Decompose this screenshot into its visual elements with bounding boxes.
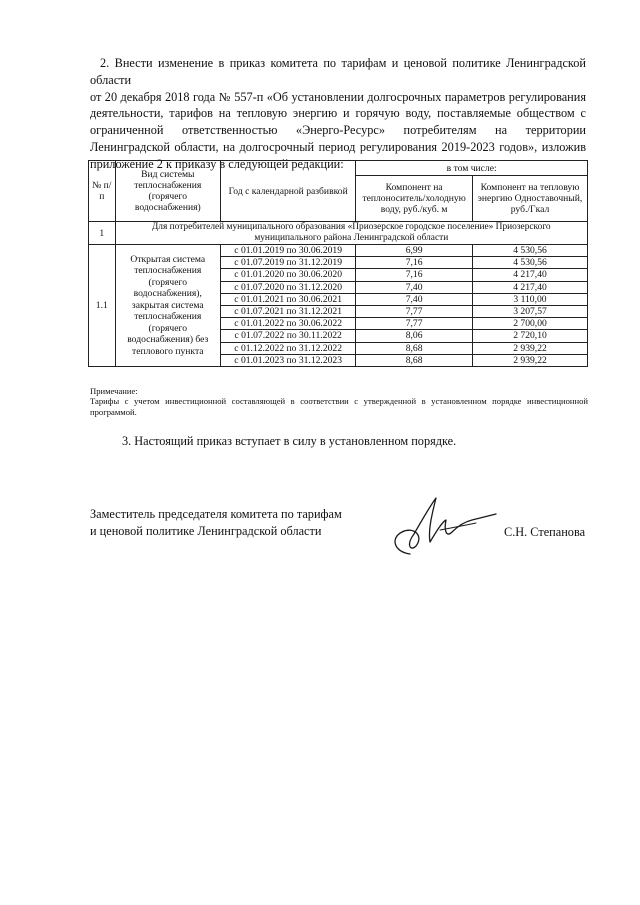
signatory-name: С.Н. Степанова — [504, 525, 586, 539]
position-line-1: Заместитель председателя комитета по тарифам — [90, 507, 342, 521]
row-comp1: 7,77 — [356, 318, 473, 330]
note-text: Тарифы с учетом инвестиционной составляющей в соответствии с утвержденной в установленном порядке инвестиционной программой. — [90, 396, 588, 417]
row-period: с 01.01.2021 по 30.06.2021 — [221, 293, 356, 305]
row-comp2: 3 110,00 — [472, 293, 587, 305]
table-row — [89, 245, 588, 257]
row-period: с 01.01.2023 по 31.12.2023 — [221, 354, 356, 366]
row-comp2: 4 530,56 — [472, 257, 587, 269]
signatory-position — [90, 506, 342, 539]
subgroup-num: 1.1 — [89, 245, 116, 367]
row-period: с 01.01.2022 по 30.06.2022 — [221, 318, 356, 330]
tariff-table — [88, 160, 588, 367]
row-period: с 01.01.2019 по 30.06.2019 — [221, 245, 356, 257]
position-line-2: и ценовой политике Ленинградской области — [90, 523, 322, 538]
row-comp2: 4 217,40 — [472, 281, 587, 293]
row-period: с 01.12.2022 по 31.12.2022 — [221, 342, 356, 354]
row-comp1: 8,68 — [356, 342, 473, 354]
row-comp2: 3 207,57 — [472, 305, 587, 317]
row-comp2: 2 700,00 — [472, 318, 587, 330]
row-comp2: 2 939,22 — [472, 342, 587, 354]
row-comp1: 7,77 — [356, 305, 473, 317]
row-comp1: 7,16 — [356, 269, 473, 281]
header-system: Вид системы теплоснабжения (горячего водоснабжения) — [115, 161, 220, 222]
row-comp2: 4 217,40 — [472, 269, 587, 281]
header-num: № п/п — [89, 161, 116, 222]
row-comp1: 6,99 — [356, 245, 473, 257]
row-period: с 01.07.2019 по 31.12.2019 — [221, 257, 356, 269]
header-including: в том числе: — [356, 161, 588, 176]
row-comp1: 7,40 — [356, 281, 473, 293]
handwritten-signature — [380, 492, 500, 562]
subgroup-system: Открытая система теплоснабжения (горячего водоснабжения), закрытая система теплоснабжения (горячего водоснабжения) без теплового пункта — [115, 245, 220, 367]
row-period: с 01.07.2022 по 30.11.2022 — [221, 330, 356, 342]
row-comp1: 7,40 — [356, 293, 473, 305]
intro-line-1: 2. Внести изменение в приказ комитета по тарифам и ценовой политике Ленинградской области — [90, 56, 586, 87]
header-year: Год с календарной разбивкой — [221, 161, 356, 222]
header-comp2: Компонент на тепловую энергию Одноставочный, руб./Гкал — [472, 176, 587, 222]
row-comp2: 2 720,10 — [472, 330, 587, 342]
note-title: Примечание: — [90, 386, 138, 396]
row-comp1: 8,68 — [356, 354, 473, 366]
row-period: с 01.07.2020 по 31.12.2020 — [221, 281, 356, 293]
table-note — [90, 386, 588, 417]
header-comp1: Компонент на теплоноситель/холодную воду, руб./куб. м — [356, 176, 473, 222]
row-comp1: 7,16 — [356, 257, 473, 269]
group-description: Для потребителей муниципального образования «Приозерское городское поселение» Приозерского муниципального района Ленинградской области — [115, 222, 587, 245]
row-comp2: 4 530,56 — [472, 245, 587, 257]
row-comp2: 2 939,22 — [472, 354, 587, 366]
group-num: 1 — [89, 222, 116, 245]
paragraph-3: 3. Настоящий приказ вступает в силу в установленном порядке. — [122, 434, 457, 448]
row-period: с 01.01.2020 по 30.06.2020 — [221, 269, 356, 281]
intro-line-2: от 20 декабря 2018 года № 557-п «Об установлении долгосрочных параметров регулирования деятельности, тарифов на тепловую энергию и горячую воду, поставляемые обществом с ограниченной ответственностью «Энерго-Ресурс» потребителям на территории Ленинградской области, на долгосрочный период регулирования 2019-2023 годов», изложив приложение 2 к приказу в следующей редакции: — [90, 89, 586, 171]
intro-paragraph — [90, 55, 586, 173]
row-period: с 01.07.2021 по 31.12.2021 — [221, 305, 356, 317]
row-comp1: 8,06 — [356, 330, 473, 342]
